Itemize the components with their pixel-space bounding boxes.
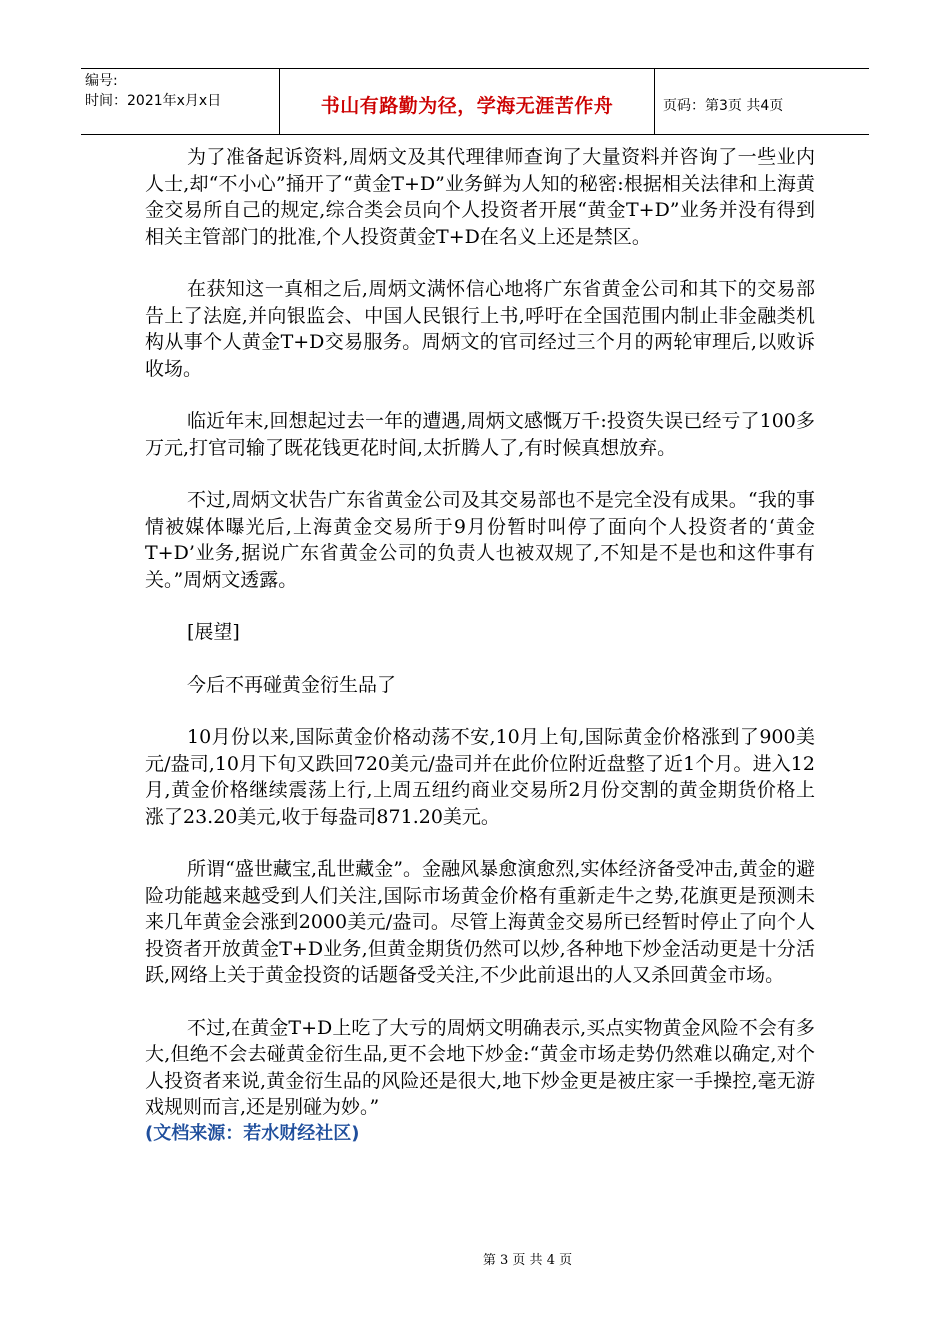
paragraph: 在获知这一真相之后,周炳文满怀信心地将广东省黄金公司和其下的交易部告上了法庭,并向银监会、中国人民银行上书,呼吁在全国范围内制止非金融类机构从事个人黄金T+D交易服务。周炳文的官司经过三个月的两轮审理后,以败诉收场。 [145, 278, 815, 380]
section-heading: [展望] [187, 621, 240, 643]
page-header [81, 68, 869, 135]
paragraph: 10月份以来,国际黄金价格动荡不安,10月上旬,国际黄金价格涨到了900美元/盎司,10月下旬又跌回720美元/盎司并在此价位附近盘整了近1个月。进入12月,黄金价格继续震荡上行,上周五纽约商业交易所2月份交割的黄金期货价格上涨了23.20美元,收于每盎司871.20美元。 [145, 726, 815, 828]
paragraph: 不过,在黄金T+D上吃了大亏的周炳文明确表示,买点实物黄金风险不会有多大,但绝不会去碰黄金衍生品,更不会地下炒金:“黄金市场走势仍然难以确定,对个人投资者来说,黄金衍生品的风险还是很大,地下炒金更是被庄家一手操控,毫无游戏规则而言,还是别碰为妙。” [145, 1016, 815, 1118]
page-footer: 第 3 页 共 4 页 [482, 1253, 573, 1268]
number-label: 编号: [85, 73, 118, 89]
section-subtitle: 今后不再碰黄金衍生品了 [187, 673, 397, 696]
paragraph: 为了准备起诉资料,周炳文及其代理律师查询了大量资料并咨询了一些业内人士,却“不小心”捅开了“黄金T+D”业务鲜为人知的秘密:根据相关法律和上海黄金交易所自己的规定,综合类会员向个人投资者开展“黄金T+D”业务并没有得到相关主管部门的批准,个人投资黄金T+D在名义上还是禁区。 [145, 146, 815, 248]
paragraph: 不过,周炳文状告广东省黄金公司及其交易部也不是完全没有成果。“我的事情被媒体曝光后,上海黄金交易所于9月份暂时叫停了面向个人投资者的‘黄金T+D’业务,据说广东省黄金公司的负责人也被双规了,不知是不是也和这件事有关。”周炳文透露。 [145, 489, 815, 591]
date-label: 时间：2021年x月x日 [85, 93, 222, 109]
paragraph: 临近年末,回想起过去一年的遭遇,周炳文感慨万千:投资失误已经亏了100多万元,打官司输了既花钱更花时间,太折腾人了,有时候真想放弃。 [145, 410, 815, 459]
header-meta [81, 69, 280, 134]
header-motto: 书山有路勤为径，学海无涯苦作舟 [280, 69, 655, 134]
document-source: (文档来源：若水财经社区) [145, 1122, 360, 1144]
header-page-info: 页码：第3页 共4页 [663, 97, 784, 114]
document-body [145, 144, 815, 1147]
paragraph: 所谓“盛世藏宝,乱世藏金”。金融风暴愈演愈烈,实体经济备受冲击,黄金的避险功能越来越受到人们关注,国际市场黄金价格有重新走牛之势,花旗更是预测未来几年黄金会涨到2000美元/盎司。尽管上海黄金交易所已经暂时停止了向个人投资者开放黄金T+D业务,但黄金期货仍然可以炒,各种地下炒金活动更是十分活跃,网络上关于黄金投资的话题备受关注,不少此前退出的人又杀回黄金市场。 [145, 858, 815, 986]
